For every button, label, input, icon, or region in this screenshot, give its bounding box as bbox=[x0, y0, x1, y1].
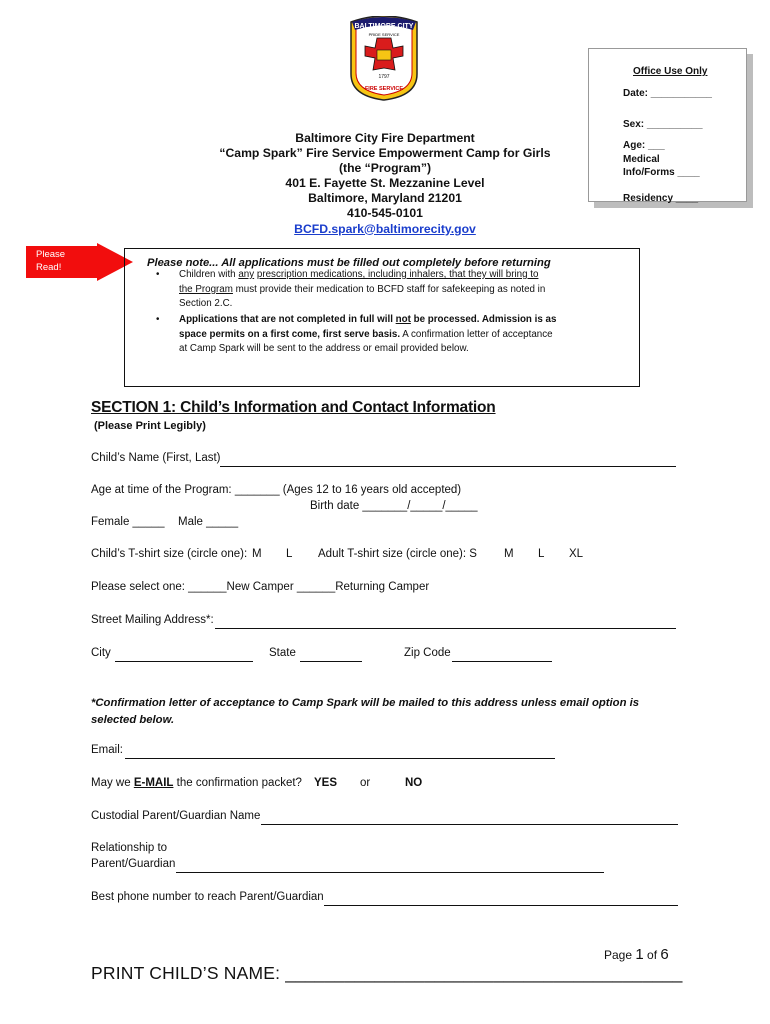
note-bullet-1 bbox=[179, 268, 579, 312]
email-caps: E-MAIL bbox=[133, 777, 174, 789]
fire-department-logo bbox=[343, 16, 425, 102]
office-age: Age: ___ bbox=[623, 140, 665, 151]
relationship-label-2: Parent/Guardian bbox=[91, 858, 176, 870]
child-size-m[interactable]: M bbox=[252, 548, 262, 560]
section-title: SECTION 1: Child’s Information and Contact Information bbox=[91, 399, 496, 416]
camper-type-select[interactable]: Please select one: ______New Camper ______Returning Camper bbox=[91, 581, 430, 593]
city-input[interactable] bbox=[115, 661, 253, 662]
logo-motto-text: PRIDE SERVICE bbox=[368, 32, 400, 37]
relationship-input[interactable] bbox=[176, 872, 604, 873]
note-text: at Camp Spark will be sent to the address or email provided below. bbox=[179, 343, 469, 355]
logo-bottom-text: FIRE SERVICE bbox=[364, 86, 404, 92]
street-address: 401 E. Fayette St. Mezzanine Level bbox=[285, 176, 485, 191]
bullet-icon: • bbox=[156, 269, 160, 280]
no-option[interactable]: NO bbox=[405, 777, 423, 789]
note-prescription: prescription medications, including inhalers, that they will bring to bbox=[256, 269, 539, 280]
note-any: any bbox=[238, 269, 255, 280]
note-not: not bbox=[395, 314, 411, 325]
child-name-label: Child’s Name (First, Last) bbox=[91, 452, 221, 464]
office-use-title: Office Use Only bbox=[633, 66, 708, 77]
note-text: space permits on a first come, first serve basis. bbox=[179, 328, 401, 340]
phone-number: 410-545-0101 bbox=[347, 206, 423, 221]
question-text: the confirmation packet? bbox=[173, 777, 302, 789]
office-medical-forms: Info/Forms ____ bbox=[623, 167, 700, 178]
email-question bbox=[91, 777, 302, 789]
note-bullet-2 bbox=[179, 313, 599, 357]
office-medical: Medical bbox=[623, 154, 660, 165]
state-input[interactable] bbox=[300, 661, 362, 662]
email-label: Email: bbox=[91, 744, 123, 756]
birth-date-label[interactable]: Birth date _______/_____/_____ bbox=[310, 500, 478, 512]
city-label: City bbox=[91, 647, 111, 659]
female-field[interactable]: Female _____ bbox=[91, 516, 165, 528]
age-label[interactable]: Age at time of the Program: _______ (Ages 12 to 16 years old accepted) bbox=[91, 484, 462, 496]
office-residency: Residency ____ bbox=[623, 193, 699, 204]
please-read-line2: Read! bbox=[36, 262, 62, 273]
adult-size-m[interactable]: M bbox=[504, 548, 514, 560]
page-total: 6 bbox=[660, 946, 669, 963]
adult-tshirt-label[interactable]: Adult T-shirt size (circle one): S bbox=[318, 548, 477, 560]
logo-year: 1797 bbox=[378, 74, 390, 80]
adult-size-xl[interactable]: XL bbox=[569, 548, 584, 560]
city-address: Baltimore, Maryland 21201 bbox=[308, 191, 462, 206]
child-tshirt-label: Child’s T-shirt size (circle one): bbox=[91, 548, 248, 560]
or-label: or bbox=[360, 777, 371, 789]
logo-top-text: BALTIMORE CITY bbox=[354, 23, 414, 30]
section-subtitle: (Please Print Legibly) bbox=[94, 420, 206, 432]
note-text: must provide their medication to BCFD staff for safekeeping as noted in bbox=[232, 283, 546, 295]
page-number: 1 bbox=[635, 946, 644, 963]
note-text: be processed. Admission is as bbox=[410, 314, 557, 325]
camp-name: “Camp Spark” Fire Service Empowerment Camp for Girls bbox=[219, 146, 551, 161]
note-text: Children with bbox=[179, 269, 239, 280]
street-input[interactable] bbox=[215, 628, 676, 629]
note-program: the Program bbox=[179, 283, 233, 295]
male-field[interactable]: Male _____ bbox=[178, 516, 239, 528]
relationship-label-1: Relationship to bbox=[91, 842, 168, 854]
page-of: of bbox=[643, 948, 661, 962]
office-sex: Sex: __________ bbox=[623, 119, 703, 130]
note-text: Applications that are not completed in full will bbox=[179, 314, 396, 325]
confirmation-note: *Confirmation letter of acceptance to Camp Spark will be mailed to this address unless email option is selected below. bbox=[91, 697, 640, 726]
page-label: Page bbox=[604, 948, 636, 962]
custodial-label: Custodial Parent/Guardian Name bbox=[91, 810, 261, 822]
program-label: (the “Program”) bbox=[338, 161, 432, 176]
note-text: Section 2.C. bbox=[179, 298, 233, 310]
state-label: State bbox=[269, 647, 296, 659]
question-text: May we bbox=[91, 777, 134, 789]
please-read-callout bbox=[26, 246, 98, 278]
email-link[interactable]: BCFD.spark@baltimorecity.gov bbox=[294, 221, 476, 236]
zip-input[interactable] bbox=[452, 661, 552, 662]
please-read-line1: Please bbox=[36, 249, 66, 260]
child-name-input[interactable] bbox=[220, 466, 676, 467]
email-input[interactable] bbox=[125, 758, 555, 759]
office-date: Date: ___________ bbox=[623, 88, 712, 99]
phone-input[interactable] bbox=[324, 905, 678, 906]
child-size-l[interactable]: L bbox=[286, 548, 293, 560]
adult-size-l[interactable]: L bbox=[538, 548, 545, 560]
note-text: A confirmation letter of acceptance bbox=[400, 328, 553, 340]
zip-label: Zip Code bbox=[404, 647, 451, 659]
custodial-input[interactable] bbox=[261, 824, 678, 825]
page-indicator bbox=[604, 946, 669, 963]
street-label: Street Mailing Address*: bbox=[91, 614, 214, 626]
phone-label: Best phone number to reach Parent/Guardian bbox=[91, 891, 324, 903]
header-block bbox=[190, 131, 580, 237]
print-child-name[interactable]: PRINT CHILD’S NAME: ________________________________________ bbox=[91, 963, 683, 983]
note-title: Please note... All applications must be filled out completely before returning bbox=[147, 257, 551, 269]
bullet-icon: • bbox=[156, 314, 160, 325]
yes-option[interactable]: YES bbox=[314, 777, 338, 789]
office-use-box bbox=[588, 48, 747, 202]
dept-name: Baltimore City Fire Department bbox=[295, 131, 475, 145]
